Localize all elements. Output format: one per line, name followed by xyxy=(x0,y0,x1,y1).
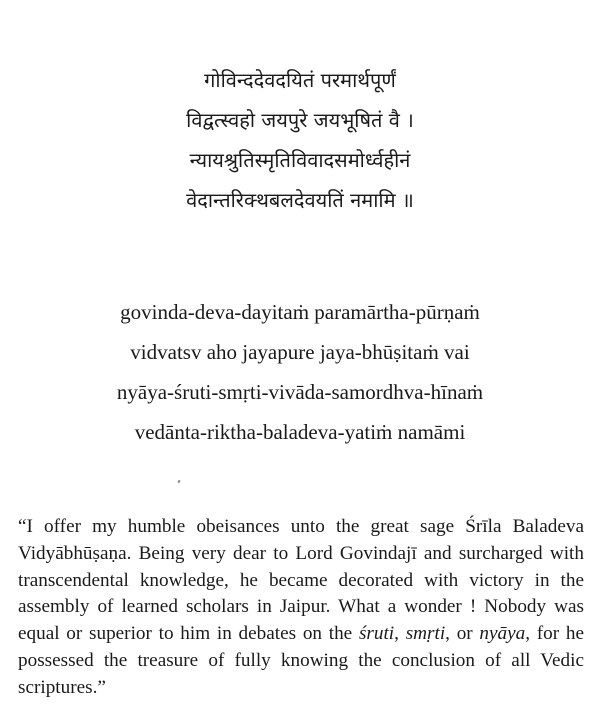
transliteration-line-2: vidvatsv aho jayapure jaya-bhūṣitaṁ vai xyxy=(130,340,470,364)
transliteration-line-3: nyāya-śruti-smṛti-vivāda-samordhva-hīnaṁ xyxy=(116,380,484,404)
sanskrit-verse-devanagari xyxy=(0,60,600,220)
sanskrit-verse-transliteration xyxy=(0,292,600,452)
term-sruti: śruti xyxy=(358,623,395,645)
devanagari-line-1: गोविन्ददेवदयितं परमार्थपूर्णं xyxy=(204,68,396,92)
translation-paragraph xyxy=(18,514,584,702)
devanagari-line-2: विद्वत्स्वहो जयपुरे जयभूषितं वै । xyxy=(186,108,414,132)
devanagari-line-3: न्यायश्रुतिस्मृतिविवादसमोर्ध्वहीनं xyxy=(189,148,411,172)
devanagari-line-4: वेदान्तरिक्थबलदेवयतिं नमामि ॥ xyxy=(186,188,414,212)
print-speck xyxy=(177,480,180,484)
translation-text-1: “I offer my humble obeisances unto the great sage Śrīla Baladeva Vidyābhūṣaṇa. Being very dear to Lord Govindajī and surcharged with transcendental knowledge, he became decorated with victory in the assembly of learned scholars in Jaipur. What a wonder ! Nobody was equal or superior to him in debates on the xyxy=(18,516,584,645)
term-nyaya: nyāya xyxy=(479,623,526,645)
separator-2: , or xyxy=(445,623,480,645)
translation-text-2: , for he possessed the treasure of fully knowing the conclusion of all Vedic scriptures.” xyxy=(18,623,585,698)
separator-1: , xyxy=(394,623,406,645)
term-smrti: smṛti xyxy=(405,623,446,645)
transliteration-line-4: vedānta-riktha-baladeva-yatiṁ namāmi xyxy=(134,420,466,444)
transliteration-line-1: govinda-deva-dayitaṁ paramārtha-pūrṇaṁ xyxy=(120,300,480,324)
